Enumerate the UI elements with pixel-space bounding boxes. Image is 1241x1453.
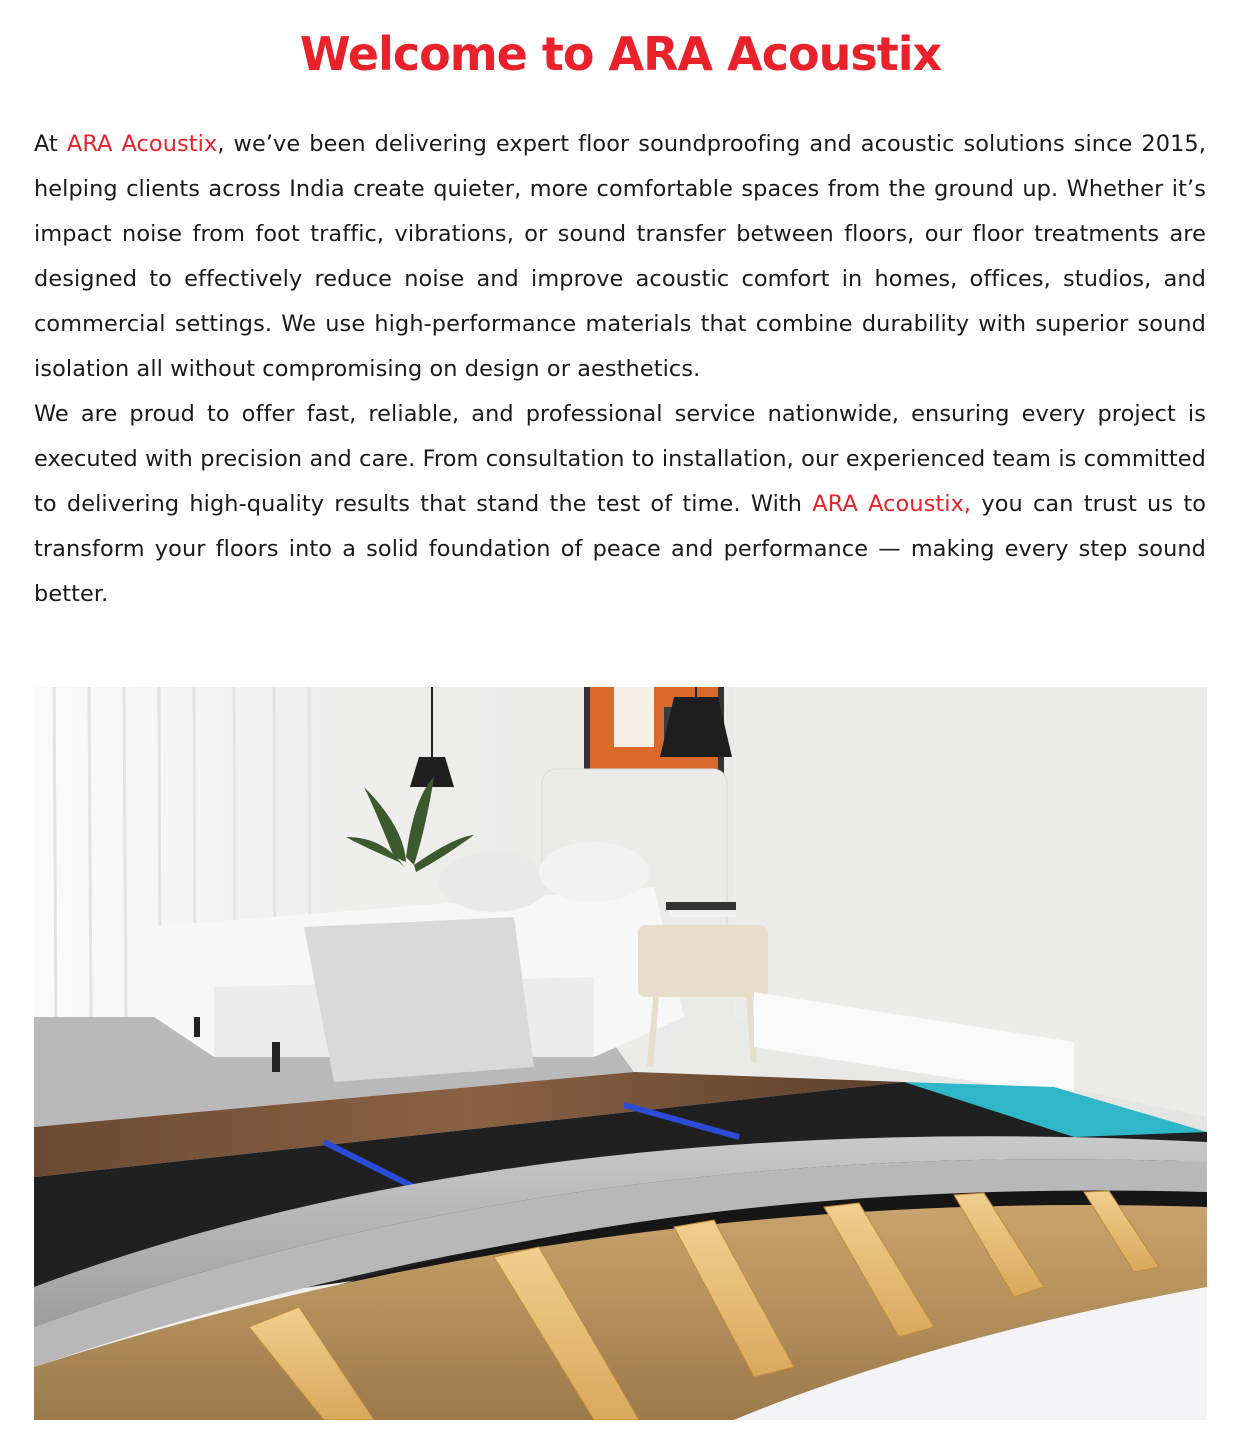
floor-soundproofing-illustration [34, 687, 1207, 1420]
bedroom-cutaway-image [34, 687, 1207, 1420]
intro-p2-pre: We are proud to offer fast, reliable, and professional service nationwide, ensuring every project is executed with precision and care. From consultation to installation, our experienced team is committed to delivering high-quality results that stand the test of time. With [34, 401, 1206, 517]
brand-name-highlight: ARA Acoustix [66, 131, 218, 157]
intro-paragraph-1 [34, 122, 1206, 392]
brand-name-highlight: ARA Acoustix, [812, 491, 972, 517]
intro-text [34, 122, 1206, 617]
intro-p1-pre: At [34, 131, 67, 157]
intro-paragraph-2 [34, 392, 1206, 617]
page-title: Welcome to ARA Acoustix [299, 27, 942, 81]
intro-p2-post: you can trust us to transform your floors into a solid foundation of peace and performance — making every step sound better. [34, 491, 1207, 607]
intro-p1-post: , we’ve been delivering expert floor soundproofing and acoustic solutions since 2015, helping clients across India create quieter, more comfortable spaces from the ground up. Whether it’s impact noise from foot traffic, vibrations, or sound transfer between floors, our floor treatments are designed to effectively reduce noise and improve acoustic comfort in homes, offices, studios, and commercial settings. We use high-performance materials that combine durability with superior sound isolation all without compromising on design or aesthetics. [34, 131, 1206, 382]
